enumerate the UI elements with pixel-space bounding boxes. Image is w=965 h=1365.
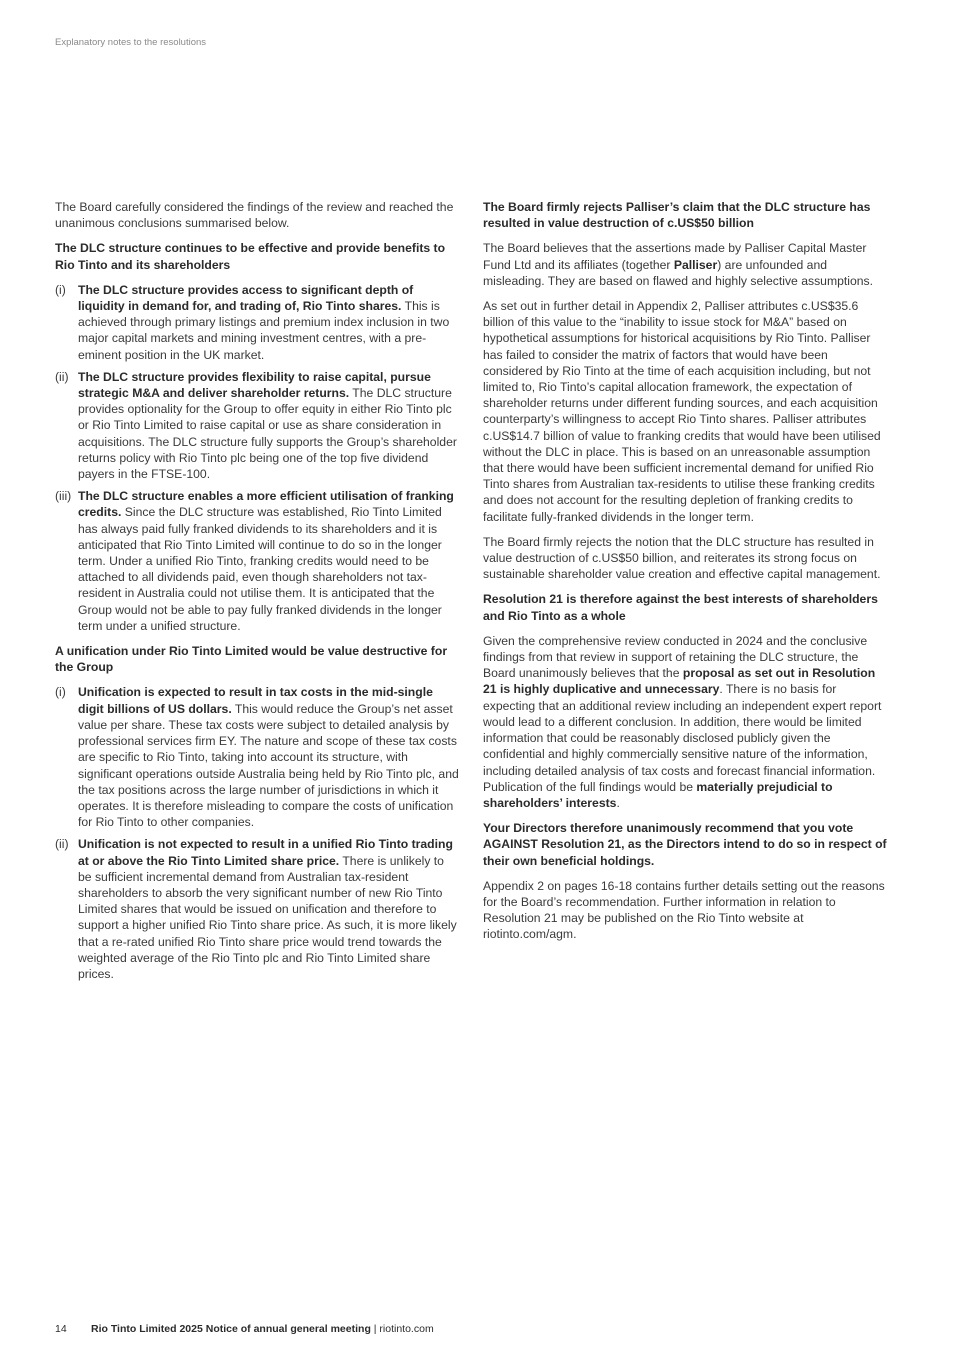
palliser-paragraph: The Board believes that the assertions made by Palliser Capital Master Fund Ltd and its affiliates (together Palliser) are unfounded and misleading. They are based on flawed and highly selective assumptions. <box>483 241 873 288</box>
page-number: 14 <box>55 1323 67 1335</box>
document-title: Rio Tinto Limited 2025 Notice of annual general meeting <box>91 1323 371 1335</box>
dlc-benefits-list <box>55 282 459 634</box>
left-column <box>55 199 459 991</box>
appendix-analysis-paragraph: As set out in further detail in Appendix 2, Palliser attributes c.US$35.6 billion of this value to the “inability to issue stock for M&A” based on hypothetical assumptions for historical acquisitions by Rio Tinto. Palliser has failed to consider the matrix of factors that would have been considered by Rio Tinto at the time of each acquisition including, but not limited to, Rio Tinto’s capital allocation framework, the expectation of shareholder returns under different funding sources, and each acquisition counterparty’s willingness to accept Rio Tinto shares. Palliser attributes c.US$14.7 billion of value to franking credits that would have been utilised without the DLC in place. This is based on an unreasonable assumption that there would have been sufficient incremental demand for unified Rio Tinto shares from Australian tax-residents to utilise these franking credits and does not account for the resulting depletion of franking credits to facilitate fully-franked dividends in the longer term. <box>483 299 881 524</box>
list-item-body <box>78 488 459 634</box>
list-item-lead: The DLC structure enables a more efficient utilisation of franking credits. <box>78 489 454 520</box>
website-link[interactable]: riotinto.com <box>379 1323 434 1335</box>
list-item-number: (ii) <box>55 369 69 384</box>
list-item-text: The DLC structure provides optionality for the Group to offer equity in either Rio Tinto plc or Rio Tinto Limited to raise capital or use as share consideration in acquisitions. The DLC structure fully supports the Group’s shareholder returns policy with Rio Tinto plc being one of the top five dividend payers in the FTSE-100. <box>78 386 457 482</box>
section-heading-resolution-21: Resolution 21 is therefore against the best interests of shareholders and Rio Tinto as a whole <box>483 592 878 623</box>
right-column <box>483 199 887 952</box>
list-item <box>55 836 459 982</box>
list-item-text: There is unlikely to be sufficient incremental demand from Australian tax-resident shareholders to absorb the very significant number of new Rio Tinto Limited shares that would be issued on unification and therefore to support a higher unified Rio Tinto share price. As such, it is more likely that a re-rated unified Rio Tinto share price would trend towards the weighted average of the Rio Tinto plc and Rio Tinto Limited share prices. <box>78 853 457 981</box>
list-item-body <box>78 282 459 363</box>
list-item-text: This is achieved through primary listings and premium index inclusion in two major capital markets and mining investment centres, with a pre-eminent position in the UK market. <box>78 299 450 362</box>
intro-paragraph: The Board carefully considered the findings of the review and reached the unanimous conclusions summarised below. <box>55 200 454 231</box>
list-item-number: (ii) <box>55 837 69 852</box>
list-item-lead: The DLC structure provides flexibility to raise capital, pursue strategic M&A and deliver shareholder returns. <box>78 369 431 401</box>
review-paragraph: Given the comprehensive review conducted in 2024 and the conclusive findings from that review in support of retaining the DLC structure, the Board unanimously believes that the proposal as set out in Resolution 21 is highly duplicative and unnecessary. There is no basis for expecting that an additional review including an independent expert report would lead to a different conclusion. In addition, there would be limited information that could be reasonably disclosed publicly given the confidential and highly commercially sensitive nature of the information, including detailed analysis of tax costs and forecast financial information. Publication of the full findings would be materially prejudicial to shareholders’ interests. <box>483 633 882 810</box>
list-item <box>55 282 459 363</box>
unification-list <box>55 684 459 982</box>
list-item-lead: The DLC structure provides access to significant depth of liquidity in demand for, and trading of, Rio Tinto shares. <box>78 282 414 314</box>
section-heading-dlc-benefits: The DLC structure continues to be effective and provide benefits to Rio Tinto and its shareholders <box>55 241 446 272</box>
palliser-term: Palliser <box>673 257 718 272</box>
list-item-number: (i) <box>55 282 66 297</box>
section-heading-unification: A unification under Rio Tinto Limited would be value destructive for the Group <box>55 644 448 675</box>
page-footer <box>55 1323 434 1335</box>
recommendation-heading: Your Directors therefore unanimously recommend that you vote AGAINST Resolution 21, as the Directors intend to do so in respect of their own beneficial holdings. <box>483 821 887 868</box>
list-item-lead: Unification is not expected to result in a unified Rio Tinto trading at or above the Rio Tinto Limited share price. <box>78 837 453 868</box>
list-item-number: (iii) <box>55 489 72 504</box>
list-item-number: (i) <box>55 685 66 700</box>
list-item-body <box>78 836 459 982</box>
further-info-paragraph: Appendix 2 on pages 16-18 contains further details setting out the reasons for the Board’s recommendation. Further information in relation to Resolution 21 may be published on the Rio Tinto website at riotinto.com/agm. <box>483 878 885 942</box>
running-header: Explanatory notes to the resolutions <box>55 37 207 48</box>
list-item <box>55 369 459 482</box>
section-heading-palliser-claim: The Board firmly rejects Palliser’s claim that the DLC structure has resulted in value destruction of c.US$50 billion <box>483 200 871 231</box>
list-item-text: This would reduce the Group’s net asset value per share. These tax costs were subject to detailed analysis by professional services firm EY. The nature and scope of these tax costs are specific to Rio Tinto, taking into account its structure, with significant operations outside Australia being held by Rio Tinto plc, and the tax positions across the large number of jurisdictions in which it operates. It is therefore misleading to compare the costs of unification for Rio Tinto to other companies. <box>78 701 459 830</box>
list-item-text: Since the DLC structure was established, Rio Tinto Limited has always paid fully franked dividends to its shareholders and it is anticipated that Rio Tinto Limited will continue to do so in the longer term. Under a unified Rio Tinto, franking credits would need to be attached to all dividends paid, even though shareholders not tax-resident in Australia could not utilise them. It is anticipated that the Group would not be able to pay fully franked dividends in the longer term under a unified structure. <box>78 505 442 633</box>
list-item <box>55 684 459 830</box>
list-item-lead: Unification is expected to result in tax costs in the mid-single digit billions of US dollars. <box>78 685 433 716</box>
footer-separator: | <box>370 1323 380 1335</box>
rejection-paragraph: The Board firmly rejects the notion that the DLC structure has resulted in value destruction of c.US$50 billion, and reiterates its strong focus on sustainable shareholder value creation and effective capital management. <box>483 534 881 582</box>
list-item <box>55 488 459 634</box>
list-item-body <box>78 684 459 830</box>
list-item-body <box>78 369 459 482</box>
